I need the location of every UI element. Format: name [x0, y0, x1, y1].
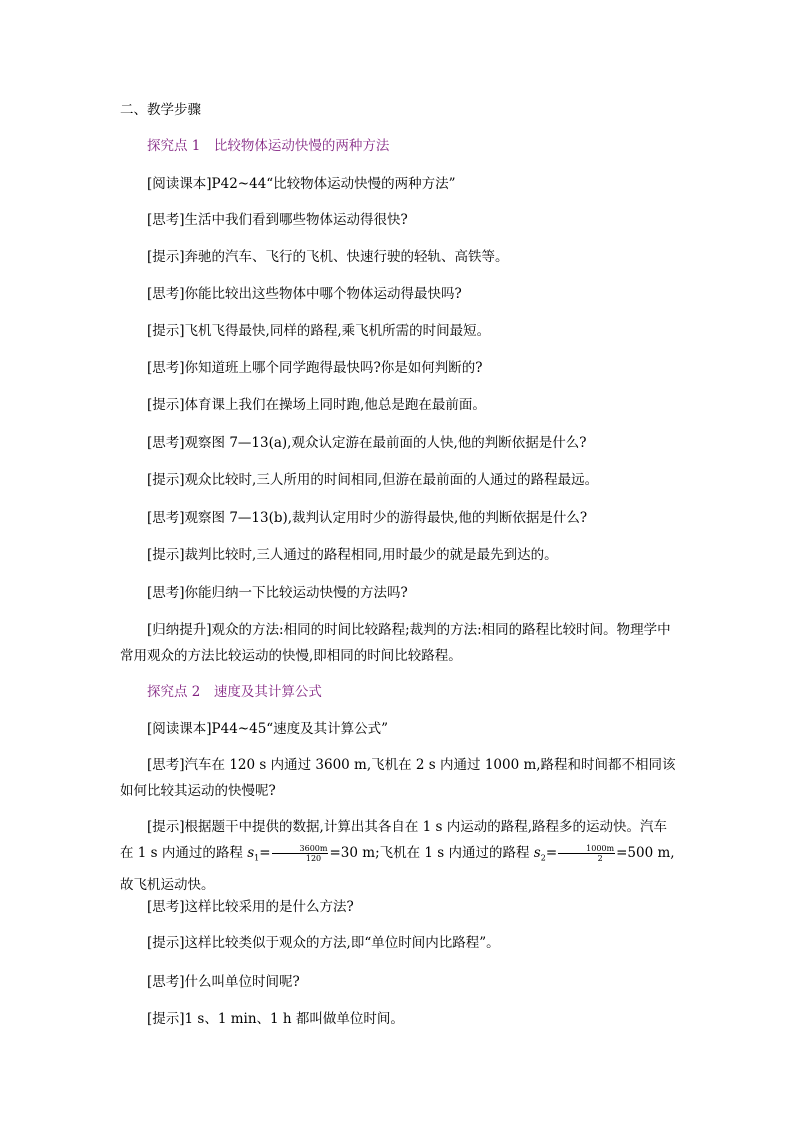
hint1-text-part1: [提示]根据题干中提供的数据,计算出其各自在 1 s 内运动的路程,路程多的运动快。汽车在 1 s 内通过的路程	[120, 819, 668, 861]
fraction-plane-numerator: 1000m	[558, 844, 615, 854]
topic1-hint-4: [提示]观众比较时,三人所用的时间相同,但游在最前面的人通过的路程最远。	[147, 472, 599, 488]
topic2-hint-2: [提示]这样比较类似于观众的方法,即“单位时间内比路程”。	[147, 935, 500, 951]
topic1-think-1: [思考]生活中我们看到哪些物体运动得很快?	[147, 212, 408, 228]
s2-symbol: s	[533, 845, 541, 861]
topic1-hint-1: [提示]奔驰的汽车、飞行的飞机、快速行驶的轻轨、高铁等。	[147, 249, 509, 265]
fraction-car	[272, 844, 329, 863]
topic1-summary: [归纳提升]观众的方法:相同的时间比较路程;裁判的方法:相同的路程比较时间。物理学中常用观众的方法比较运动的快慢,即相同的时间比较路程。	[120, 622, 671, 664]
hint1-result2: =500 m,故飞机运动快。	[120, 845, 675, 893]
topic2-hint-3: [提示]1 s、1 min、1 h 都叫做单位时间。	[147, 1011, 404, 1027]
topic1-think-4: [思考]观察图 7—13(a),观众认定游在最前面的人快,他的判断依据是什么?	[147, 435, 587, 451]
fraction-plane-denominator: 2	[597, 854, 603, 863]
topic2-think-1: [思考]汽车在 120 s 内通过 3600 m,飞机在 2 s 内通过 1000 m,路程和时间都不相同该如何比较其运动的快慢呢?	[120, 757, 676, 799]
fraction-car-numerator: 3600m	[272, 844, 329, 854]
topic1-hint-3: [提示]体育课上我们在操场上同时跑,他总是跑在最前面。	[147, 397, 486, 413]
s2-subscript: 2	[540, 853, 546, 863]
s1-symbol: s	[247, 845, 255, 861]
fraction-car-denominator: 120	[305, 854, 322, 863]
topic1-think-6: [思考]你能归纳一下比较运动快慢的方法吗?	[147, 585, 408, 601]
topic2-think-3: [思考]什么叫单位时间呢?	[147, 974, 300, 990]
topic1-reading: [阅读课本]P42~44“比较物体运动快慢的两种方法”	[147, 176, 456, 192]
hint1-result1: =30 m;飞机在 1 s 内通过的路程	[329, 845, 534, 861]
topic1-hint-2: [提示]飞机飞得最快,同样的路程,乘飞机所需的时间最短。	[147, 323, 491, 339]
equals-sign-2: =	[545, 845, 558, 861]
topic2-reading: [阅读课本]P44~45“速度及其计算公式”	[147, 721, 389, 737]
topic1-think-5: [思考]观察图 7—13(b),裁判认定用时少的游得最快,他的判断依据是什么?	[147, 510, 588, 526]
topic2-heading: 探究点 2 速度及其计算公式	[147, 684, 322, 700]
topic1-heading: 探究点 1 比较物体运动快慢的两种方法	[147, 138, 390, 154]
s1-subscript: 1	[254, 853, 260, 863]
topic1-hint-5: [提示]裁判比较时,三人通过的路程相同,用时最少的就是最先到达的。	[147, 547, 558, 563]
equals-sign-1: =	[259, 845, 271, 861]
fraction-plane	[558, 844, 615, 863]
section-title: 二、教学步骤	[120, 102, 201, 118]
topic2-think-2: [思考]这样比较采用的是什么方法?	[147, 899, 354, 915]
topic1-think-3: [思考]你知道班上哪个同学跑得最快吗?你是如何判断的?	[147, 360, 483, 376]
topic2-hint-1	[120, 814, 680, 898]
topic1-think-2: [思考]你能比较出这些物体中哪个物体运动得最快吗?	[147, 286, 462, 302]
